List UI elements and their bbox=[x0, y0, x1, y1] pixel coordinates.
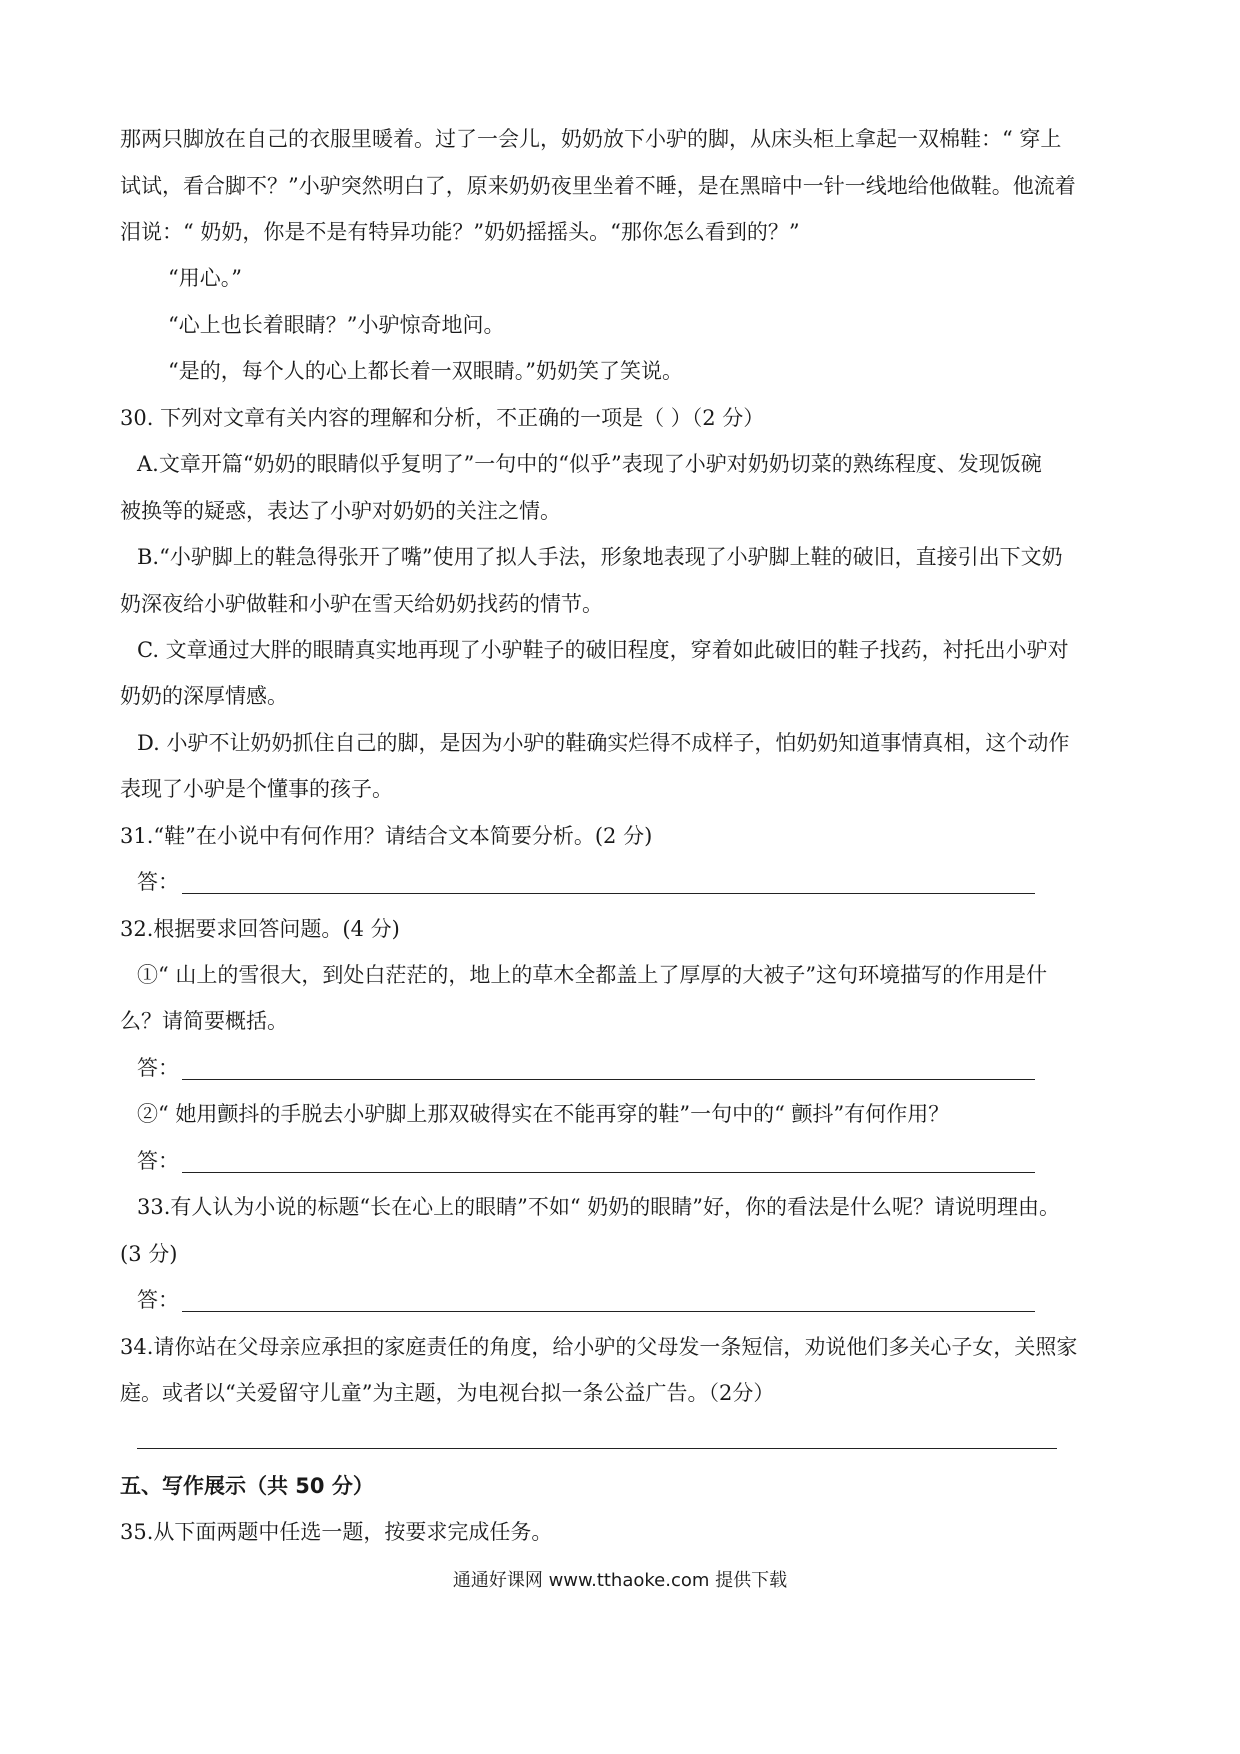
q32-part2: ②“ 她用颤抖的手脱去小驴脚上那双破得实在不能再穿的鞋”一句中的“ 颤抖”有何作用？ bbox=[137, 1102, 950, 1126]
dialogue-line: “心上也长着眼睛？”小驴惊奇地问。 bbox=[168, 313, 505, 337]
passage-line: 那两只脚放在自己的衣服里暖着。过了一会儿，奶奶放下小驴的脚，从床头柜上拿起一双棉鞋：“ 穿上 bbox=[120, 127, 1062, 151]
q34-stem: 34.请你站在父母亲应承担的家庭责任的角度，给小驴的父母发一条短信，劝说他们多关心子女，关照家 bbox=[120, 1335, 1078, 1359]
dialogue-line: “用心。” bbox=[168, 266, 242, 290]
q31-stem: 31.“鞋”在小说中有何作用？请结合文本简要分析。(2 分) bbox=[120, 824, 653, 848]
q30-option-b: B.“小驴脚上的鞋急得张开了嘴”使用了拟人手法，形象地表现了小驴脚上鞋的破旧，直接引出下文奶 bbox=[137, 545, 1063, 569]
q30-stem: 30. 下列对文章有关内容的理解和分析，不正确的一项是（ ）（2 分） bbox=[120, 406, 765, 430]
q32-part2-answer-label: 答： bbox=[137, 1149, 179, 1173]
q30-option-a: A.文章开篇“奶奶的眼睛似乎复明了”一句中的“似乎”表现了小驴对奶奶切菜的熟练程度、发现饭碗 bbox=[137, 452, 1042, 476]
q30-option-d: D. 小驴不让奶奶抓住自己的脚，是因为小驴的鞋确实烂得不成样子，怕奶奶知道事情真相，这个动作 bbox=[137, 731, 1070, 755]
q32-stem: 32.根据要求回答问题。(4 分) bbox=[120, 917, 400, 941]
q33-stem-cont: (3 分) bbox=[120, 1242, 178, 1266]
q34-stem-cont: 庭。或者以“关爱留守儿童”为主题，为电视台拟一条公益广告。（2分） bbox=[120, 1381, 775, 1405]
q34-answer-line[interactable] bbox=[137, 1448, 1057, 1449]
page-footer: 通通好课网 www.tthaoke.com 提供下载 bbox=[452, 1570, 788, 1591]
q30-option-c: C. 文章通过大胖的眼睛真实地再现了小驴鞋子的破旧程度，穿着如此破旧的鞋子找药，衬托出小驴对 bbox=[137, 638, 1069, 662]
q33-stem: 33.有人认为小说的标题“长在心上的眼睛”不如“ 奶奶的眼睛”好，你的看法是什么呢？请说明理由。 bbox=[137, 1195, 1061, 1219]
q30-option-d-cont: 表现了小驴是个懂事的孩子。 bbox=[120, 777, 393, 801]
passage-line: 泪说：“ 奶奶，你是不是有特异功能？”奶奶摇摇头。“那你怎么看到的？” bbox=[120, 220, 800, 244]
q30-option-b-cont: 奶深夜给小驴做鞋和小驴在雪天给奶奶找药的情节。 bbox=[120, 592, 603, 616]
q32-part1-cont: 么？请简要概括。 bbox=[120, 1009, 288, 1033]
q32-part1: ①“ 山上的雪很大，到处白茫茫的，地上的草木全都盖上了厚厚的大被子”这句环境描写的作用是什 bbox=[137, 963, 1048, 987]
q30-option-a-cont: 被换等的疑惑，表达了小驴对奶奶的关注之情。 bbox=[120, 499, 561, 523]
q35-stem: 35.从下面两题中任选一题，按要求完成任务。 bbox=[120, 1520, 553, 1544]
q31-answer-line[interactable] bbox=[182, 893, 1035, 894]
q32-part1-answer-line[interactable] bbox=[182, 1079, 1035, 1080]
dialogue-line: “是的，每个人的心上都长着一双眼睛。”奶奶笑了笑说。 bbox=[168, 359, 683, 383]
q30-option-c-cont: 奶奶的深厚情感。 bbox=[120, 684, 288, 708]
q31-answer-label: 答： bbox=[137, 870, 179, 894]
q32-part1-answer-label: 答： bbox=[137, 1056, 179, 1080]
q32-part2-answer-line[interactable] bbox=[182, 1172, 1035, 1173]
passage-line: 试试，看合脚不？”小驴突然明白了，原来奶奶夜里坐着不睡，是在黑暗中一针一线地给他做鞋。他流着 bbox=[120, 174, 1076, 198]
q33-answer-line[interactable] bbox=[182, 1311, 1035, 1312]
q33-answer-label: 答： bbox=[137, 1288, 179, 1312]
section5-heading: 五、写作展示（共 50 分） bbox=[120, 1474, 374, 1498]
